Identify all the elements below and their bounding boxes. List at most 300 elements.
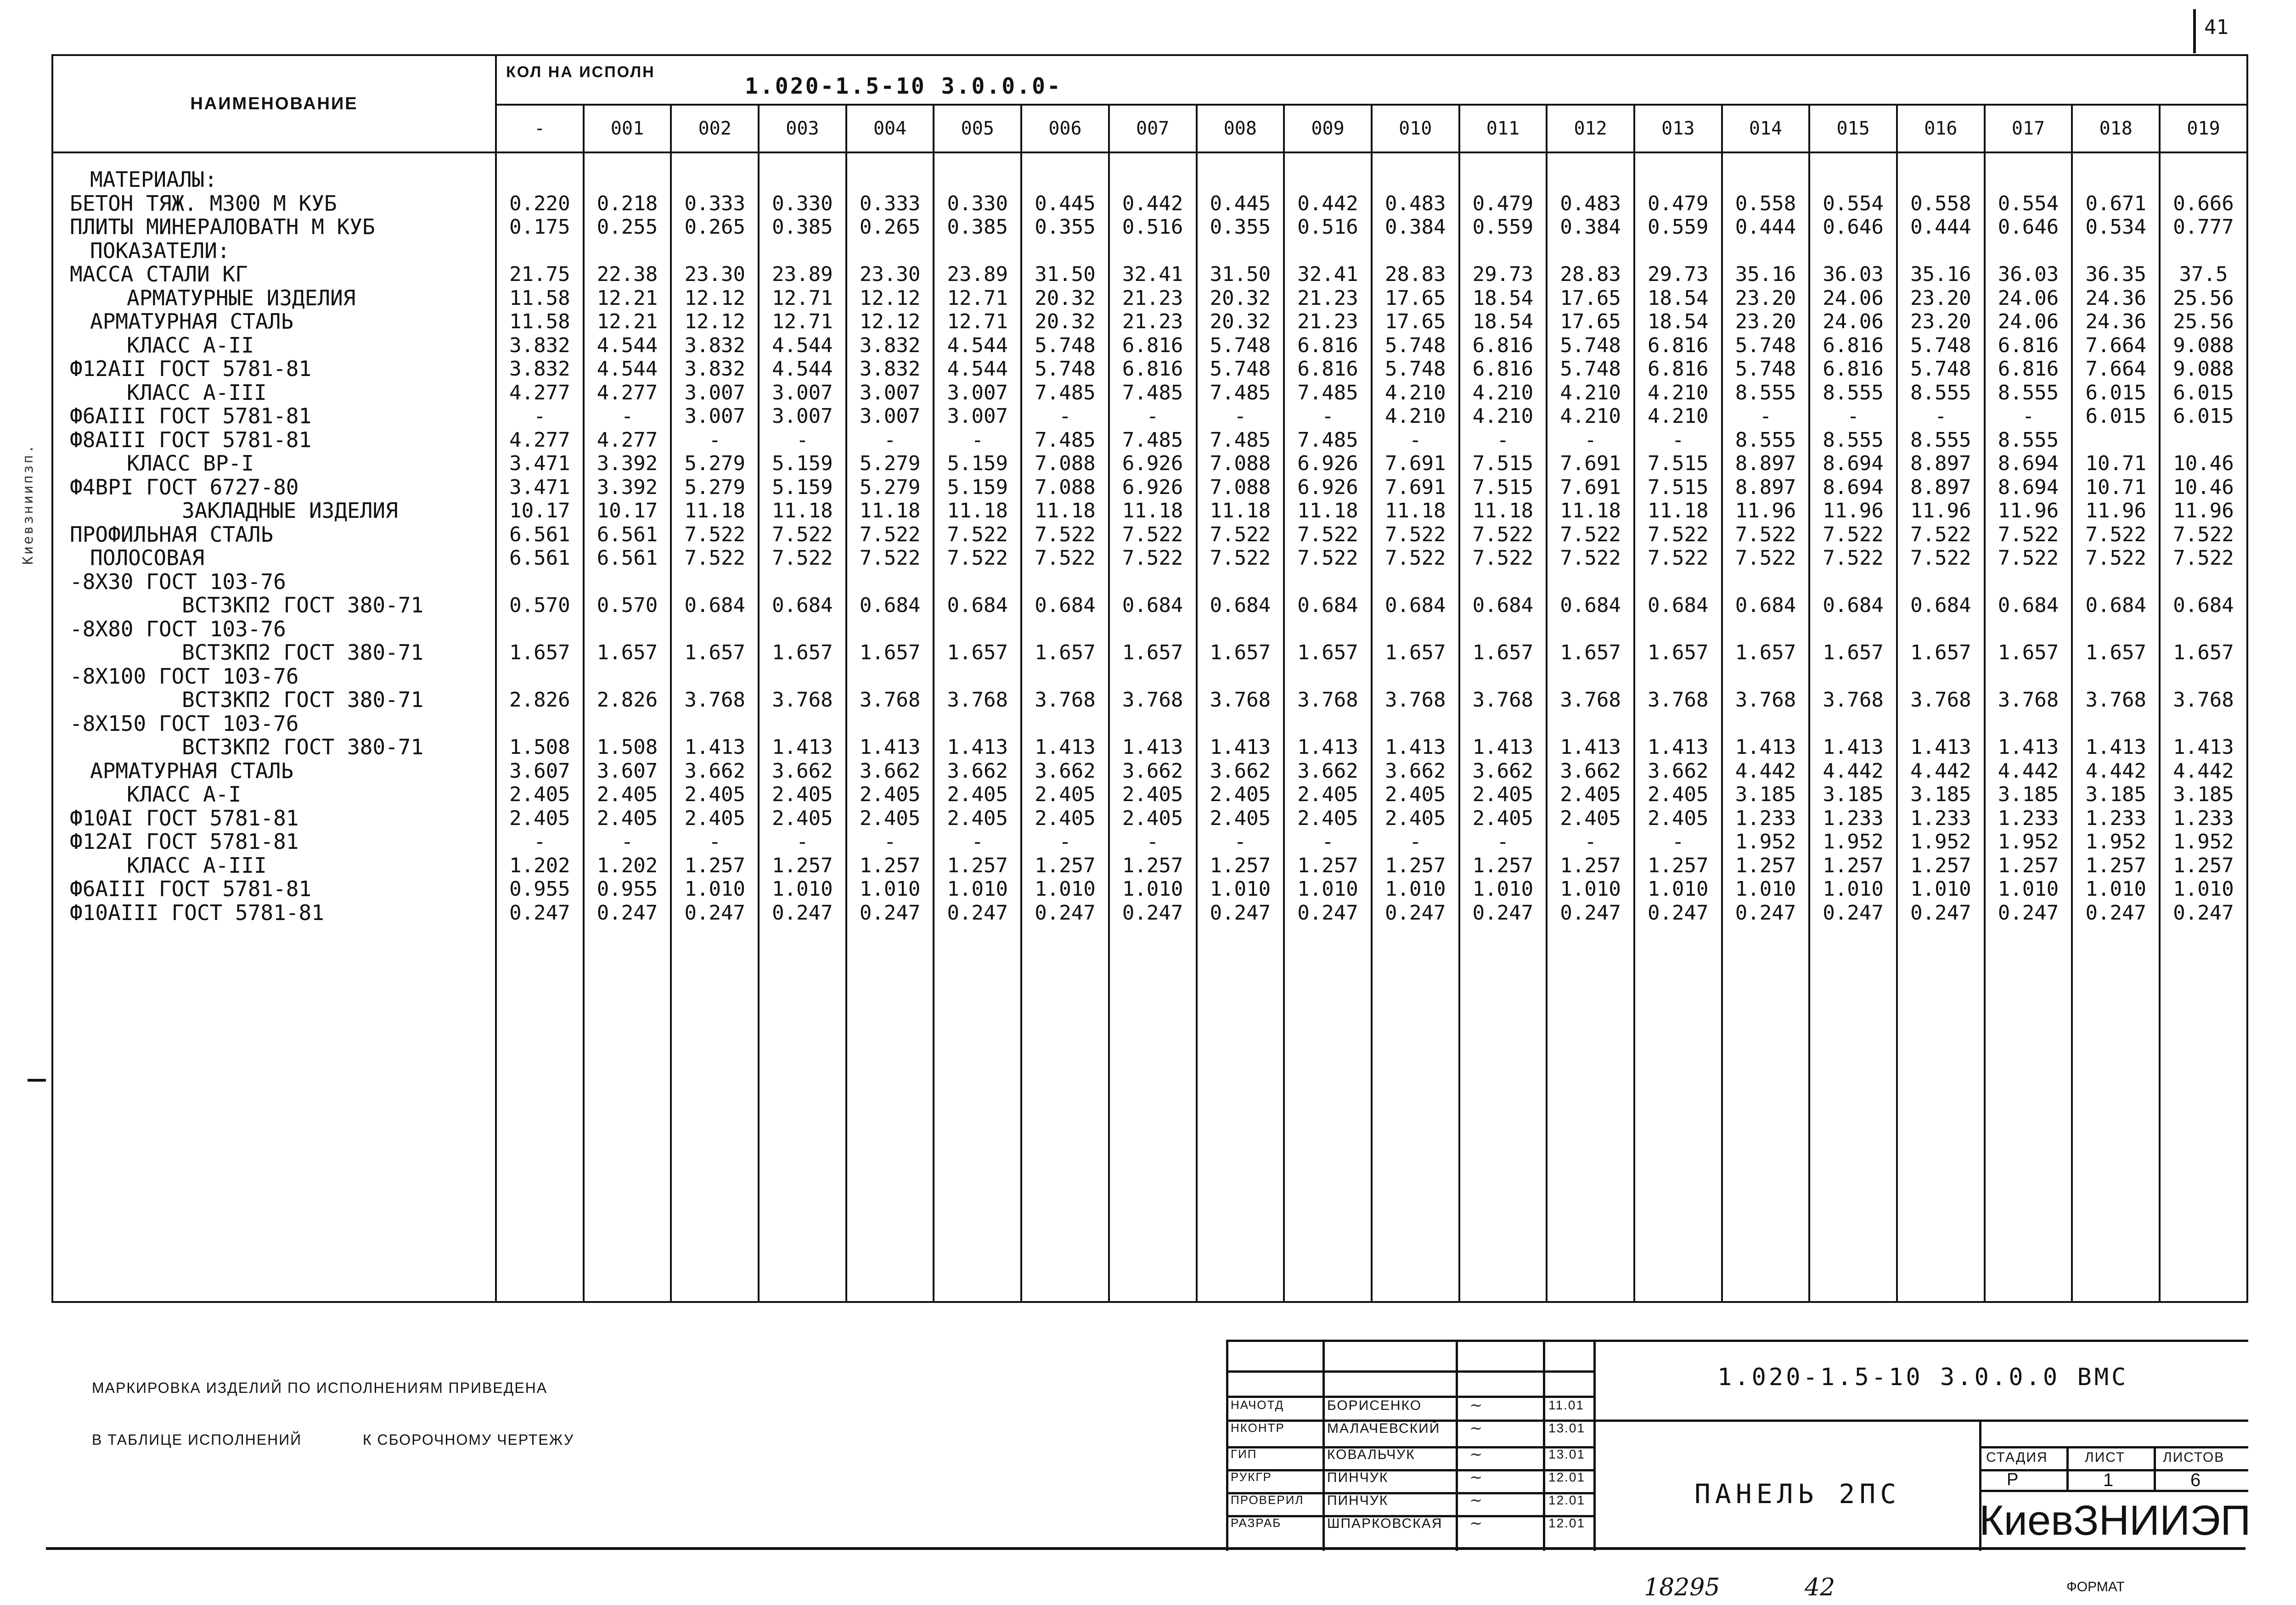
value-cell — [934, 239, 1020, 263]
note-line-1: МАРКИРОВКА ИЗДЕЛИЙ ПО ИСПОЛНЕНИЯМ ПРИВЕДЕНА — [92, 1380, 548, 1396]
value-cell — [1022, 239, 1108, 263]
value-cell: 1.010 — [1035, 877, 1096, 901]
value-cell: 7.522 — [1735, 546, 1796, 570]
value-cell: 0.247 — [1384, 901, 1446, 925]
stage-value: Р — [2007, 1470, 2020, 1489]
value-cell: 0.220 — [509, 191, 570, 215]
signer-name: ПИНЧУК — [1327, 1493, 1389, 1508]
value-cell: 8.897 — [1735, 475, 1796, 499]
value-cell: 2.405 — [947, 806, 1008, 830]
value-cell: 12.71 — [772, 310, 833, 333]
value-cell: 11.18 — [684, 499, 745, 522]
value-cell: 3.007 — [684, 381, 745, 404]
value-cell: 7.664 — [2085, 333, 2146, 357]
format-label: ФОРМАТ — [2066, 1579, 2125, 1594]
variant-header-001: 001 — [584, 105, 671, 152]
value-cell: 23.20 — [1910, 310, 1971, 333]
value-cell: 11.18 — [1035, 499, 1096, 522]
row-name: МАССА СТАЛИ КГ — [70, 263, 248, 286]
value-cell: 11.58 — [509, 286, 570, 310]
value-cell — [1110, 665, 1196, 689]
value-cell: 32.41 — [1122, 263, 1183, 286]
value-cell — [1723, 665, 1809, 689]
value-cell: 5.748 — [1910, 357, 1971, 381]
value-cell: 6.816 — [1472, 357, 1534, 381]
value-cell: 7.522 — [1035, 546, 1096, 570]
value-cell: 0.247 — [1560, 901, 1621, 925]
value-cell: 1.202 — [509, 853, 570, 877]
value-cell: 3.768 — [1998, 688, 2059, 712]
value-cell: - — [534, 830, 546, 853]
value-cell: 3.768 — [859, 688, 921, 712]
value-cell: 10.17 — [509, 499, 570, 522]
value-cell — [497, 239, 583, 263]
value-cell: 4.442 — [1735, 759, 1796, 783]
value-cell: 7.485 — [1210, 381, 1271, 404]
value-cell — [2073, 239, 2159, 263]
value-cell: 11.96 — [1998, 499, 2059, 522]
page-number: 41 — [2204, 16, 2228, 39]
value-cell: 6.561 — [597, 522, 658, 546]
value-cell: 7.522 — [1210, 546, 1271, 570]
value-cell: 0.479 — [1472, 191, 1534, 215]
value-cell — [934, 168, 1020, 192]
value-cell — [1810, 665, 1896, 689]
value-cell — [1723, 239, 1809, 263]
value-cell: 3.768 — [1823, 688, 1884, 712]
value-cell: 29.73 — [1472, 263, 1534, 286]
value-cell: 6.816 — [1297, 333, 1358, 357]
value-cell: 3.607 — [509, 759, 570, 783]
value-cell: 6.816 — [1648, 357, 1709, 381]
value-cell: 37.5 — [2179, 263, 2228, 286]
value-cell: - — [796, 830, 809, 853]
value-cell: 11.18 — [1384, 499, 1446, 522]
value-cell: 0.671 — [2085, 191, 2146, 215]
value-cell: 5.748 — [1035, 357, 1096, 381]
value-cell: 2.405 — [1122, 783, 1183, 806]
value-cell: 7.522 — [1035, 522, 1096, 546]
value-cell: 1.413 — [859, 735, 921, 759]
value-cell: 3.607 — [597, 759, 658, 783]
value-cell: 1.010 — [1472, 877, 1534, 901]
value-cell — [672, 665, 758, 689]
value-cell: 1.413 — [2085, 735, 2146, 759]
value-cell: 6.816 — [1998, 357, 2059, 381]
value-cell: 4.210 — [1384, 404, 1446, 428]
value-cell: 12.21 — [597, 286, 658, 310]
value-cell: 3.185 — [1823, 783, 1884, 806]
value-cell: 3.662 — [1384, 759, 1446, 783]
value-cell — [760, 168, 845, 192]
value-cell — [1373, 570, 1458, 594]
row-name: Ф4ВРI ГОСТ 6727-80 — [70, 475, 299, 499]
values-column-017 — [1985, 152, 2072, 1302]
value-cell: 0.247 — [1297, 901, 1358, 925]
value-cell: 3.662 — [859, 759, 921, 783]
signer-date: 12.01 — [1548, 1493, 1586, 1507]
value-cell: 3.662 — [772, 759, 833, 783]
value-cell: 2.405 — [1384, 806, 1446, 830]
value-cell — [1198, 712, 1283, 736]
value-cell: 0.247 — [1735, 901, 1796, 925]
value-cell — [1110, 168, 1196, 192]
values-column-009 — [1284, 152, 1372, 1302]
value-cell: 0.684 — [772, 594, 833, 617]
value-cell: 0.445 — [1035, 191, 1096, 215]
value-cell: 12.21 — [597, 310, 658, 333]
value-cell: 7.515 — [1472, 475, 1534, 499]
value-cell: 7.522 — [2173, 546, 2234, 570]
variant-header-015: 015 — [1809, 105, 1897, 152]
value-cell: 0.247 — [1823, 901, 1884, 925]
value-cell: 2.405 — [772, 783, 833, 806]
value-cell — [1986, 712, 2071, 736]
value-cell: 8.694 — [1823, 452, 1884, 475]
value-cell: 2.405 — [684, 783, 745, 806]
value-cell — [760, 712, 845, 736]
value-cell: 11.18 — [859, 499, 921, 522]
signature-mark: ~ — [1469, 1419, 1483, 1437]
value-cell — [497, 665, 583, 689]
values-column-003 — [759, 152, 846, 1302]
value-cell: 7.522 — [1297, 522, 1358, 546]
value-cell: 8.897 — [1910, 452, 1971, 475]
value-cell: 0.330 — [772, 191, 833, 215]
value-cell: 1.257 — [1122, 853, 1183, 877]
value-cell: 4.277 — [509, 428, 570, 452]
value-cell: 35.16 — [1910, 263, 1971, 286]
value-cell: 23.89 — [947, 263, 1008, 286]
value-cell: 1.508 — [509, 735, 570, 759]
row-name: ВСТ3КП2 ГОСТ 380-71 — [182, 594, 424, 617]
value-cell: 4.544 — [597, 333, 658, 357]
row-name: КЛАСС А-III — [127, 381, 267, 404]
value-cell: 7.485 — [1297, 381, 1358, 404]
value-cell — [760, 617, 845, 641]
value-cell: 5.159 — [772, 452, 833, 475]
value-cell: 1.657 — [947, 641, 1008, 664]
value-cell: 7.522 — [1998, 522, 2059, 546]
value-cell: 3.471 — [509, 475, 570, 499]
value-cell: 25.56 — [2173, 310, 2234, 333]
value-cell: 7.485 — [1210, 428, 1271, 452]
value-cell: - — [1497, 830, 1509, 853]
value-cell: 3.662 — [1472, 759, 1534, 783]
value-cell: 1.010 — [2173, 877, 2234, 901]
value-cell: 1.657 — [1910, 641, 1971, 664]
value-cell — [1022, 617, 1108, 641]
value-cell: 21.75 — [509, 263, 570, 286]
value-cell: 6.816 — [1823, 333, 1884, 357]
value-cell: 7.522 — [947, 546, 1008, 570]
value-cell — [1723, 617, 1809, 641]
value-cell: - — [971, 830, 984, 853]
value-cell: 1.233 — [1998, 806, 2059, 830]
value-cell: 3.185 — [1735, 783, 1796, 806]
value-cell: 7.522 — [1472, 522, 1534, 546]
variant-header-018: 018 — [2072, 105, 2160, 152]
value-cell: 4.277 — [597, 428, 658, 452]
value-cell: 7.522 — [2173, 522, 2234, 546]
value-cell: 3.007 — [947, 381, 1008, 404]
value-cell — [847, 239, 933, 263]
margin-mark — [28, 1079, 46, 1082]
value-cell: 1.413 — [1472, 735, 1534, 759]
value-cell: 2.405 — [772, 806, 833, 830]
value-cell — [1198, 570, 1283, 594]
value-cell — [934, 617, 1020, 641]
row-name: -8Х80 ГОСТ 103-76 — [70, 617, 286, 641]
variant-header-008: 008 — [1197, 105, 1284, 152]
value-cell: 20.32 — [1210, 310, 1271, 333]
value-cell: 7.522 — [1823, 522, 1884, 546]
value-cell: 3.392 — [597, 475, 658, 499]
values-column-001 — [584, 152, 671, 1302]
value-cell: 5.748 — [1735, 333, 1796, 357]
value-cell: - — [796, 428, 809, 452]
value-cell — [2073, 428, 2159, 452]
value-cell: 0.684 — [1297, 594, 1358, 617]
value-cell — [1635, 239, 1721, 263]
row-name: ПОЛОСОВАЯ — [90, 546, 205, 570]
value-cell: 12.12 — [859, 286, 921, 310]
value-cell: 5.279 — [859, 452, 921, 475]
value-cell: 35.16 — [1735, 263, 1796, 286]
value-cell — [497, 168, 583, 192]
value-cell: 7.515 — [1648, 452, 1709, 475]
value-cell: 2.405 — [509, 806, 570, 830]
value-cell — [585, 239, 670, 263]
value-cell: 3.185 — [2173, 783, 2234, 806]
value-cell — [2161, 665, 2246, 689]
document-code: 1.020-1.5-10 3.0.0.0 ВМС — [1717, 1364, 2129, 1391]
value-cell: 7.522 — [1472, 546, 1534, 570]
value-cell: 7.088 — [1035, 475, 1096, 499]
value-cell: 20.32 — [1210, 286, 1271, 310]
value-cell: 1.657 — [1998, 641, 2059, 664]
value-cell: 0.175 — [509, 215, 570, 239]
value-cell — [2073, 617, 2159, 641]
value-cell: 7.485 — [1035, 428, 1096, 452]
value-cell: 3.832 — [859, 357, 921, 381]
value-cell — [672, 617, 758, 641]
value-cell: 3.768 — [1210, 688, 1271, 712]
value-cell: - — [971, 428, 984, 452]
value-cell: 3.185 — [1998, 783, 2059, 806]
value-cell: 6.816 — [1998, 333, 2059, 357]
value-cell — [1285, 712, 1371, 736]
series-code: 1.020-1.5-10 3.0.0.0- — [745, 73, 1062, 99]
value-cell — [1022, 168, 1108, 192]
variant-header-base: - — [496, 105, 584, 152]
value-cell: 1.657 — [597, 641, 658, 664]
value-cell — [760, 239, 845, 263]
row-name: -8Х150 ГОСТ 103-76 — [70, 712, 299, 735]
value-cell: 23.30 — [859, 263, 921, 286]
signer-date: 12.01 — [1548, 1470, 1586, 1484]
value-cell: 11.18 — [772, 499, 833, 522]
value-cell: 3.392 — [597, 452, 658, 475]
sheet-label: ЛИСТ — [2085, 1450, 2126, 1465]
value-cell: 7.522 — [1122, 522, 1183, 546]
value-cell — [1898, 570, 1984, 594]
value-cell — [847, 665, 933, 689]
value-cell: 3.768 — [1648, 688, 1709, 712]
value-cell — [1373, 712, 1458, 736]
value-cell: 0.442 — [1122, 191, 1183, 215]
value-cell: - — [621, 404, 634, 428]
value-cell: 4.210 — [1648, 381, 1709, 404]
note-line-2b: К СБОРОЧНОМУ ЧЕРТЕЖУ — [363, 1431, 574, 1448]
value-cell: - — [1935, 404, 1947, 428]
value-cell: 4.544 — [772, 357, 833, 381]
value-cell — [1460, 570, 1546, 594]
row-name: -8Х30 ГОСТ 103-76 — [70, 570, 286, 594]
value-cell: 0.684 — [1998, 594, 2059, 617]
value-cell: 1.010 — [772, 877, 833, 901]
value-cell: 1.413 — [1560, 735, 1621, 759]
value-cell: 5.748 — [1910, 333, 1971, 357]
value-cell: 0.684 — [2173, 594, 2234, 617]
value-cell: 1.413 — [1035, 735, 1096, 759]
value-cell: 0.247 — [1472, 901, 1534, 925]
value-cell: 0.442 — [1297, 191, 1358, 215]
value-cell: 1.413 — [2173, 735, 2234, 759]
value-cell: 24.06 — [1823, 286, 1884, 310]
value-cell: 2.826 — [597, 688, 658, 712]
variant-header-004: 004 — [846, 105, 934, 152]
value-cell: 1.257 — [1210, 853, 1271, 877]
value-cell: 0.684 — [1472, 594, 1534, 617]
value-cell: 0.247 — [772, 901, 833, 925]
value-cell — [1635, 617, 1721, 641]
value-cell — [847, 168, 933, 192]
value-cell: 5.748 — [1210, 333, 1271, 357]
value-cell: 1.952 — [1910, 830, 1971, 853]
value-cell: 1.657 — [772, 641, 833, 664]
value-cell: 1.657 — [1384, 641, 1446, 664]
value-cell: 0.684 — [1560, 594, 1621, 617]
value-cell: 0.445 — [1210, 191, 1271, 215]
signer-role: ПРОВЕРИЛ — [1231, 1493, 1304, 1507]
value-cell: 3.007 — [859, 381, 921, 404]
value-cell: - — [1759, 404, 1772, 428]
value-cell: 4.210 — [1472, 404, 1534, 428]
value-cell: 29.73 — [1648, 263, 1709, 286]
value-cell: 4.442 — [1823, 759, 1884, 783]
value-cell: 6.561 — [597, 546, 658, 570]
value-cell: 4.442 — [1910, 759, 1971, 783]
value-cell: 1.202 — [597, 853, 658, 877]
row-name: АРМАТУРНАЯ СТАЛЬ — [90, 759, 294, 783]
signature-mark: ~ — [1469, 1396, 1483, 1414]
value-cell: 7.522 — [1823, 546, 1884, 570]
footer-page: 42 — [1805, 1574, 1835, 1601]
value-cell: 1.413 — [1735, 735, 1796, 759]
value-cell: 1.413 — [1998, 735, 2059, 759]
value-cell: - — [1584, 830, 1597, 853]
value-cell: 28.83 — [1384, 263, 1446, 286]
value-cell: - — [1584, 428, 1597, 452]
value-cell: 21.23 — [1297, 310, 1358, 333]
value-cell: 3.662 — [1035, 759, 1096, 783]
variant-header-016: 016 — [1897, 105, 1985, 152]
value-cell — [1810, 239, 1896, 263]
value-cell — [672, 168, 758, 192]
value-cell: 0.247 — [509, 901, 570, 925]
values-column-008 — [1197, 152, 1284, 1302]
value-cell — [2073, 168, 2159, 192]
signer-role: ГИП — [1231, 1447, 1257, 1461]
value-cell — [1548, 712, 1633, 736]
signer-role: НКОНТР — [1231, 1421, 1285, 1435]
value-cell: 6.015 — [2085, 404, 2146, 428]
value-cell: 3.832 — [684, 357, 745, 381]
value-cell: 12.12 — [684, 310, 745, 333]
variant-header-011: 011 — [1459, 105, 1547, 152]
value-cell: 1.257 — [684, 853, 745, 877]
value-cell: 7.522 — [772, 546, 833, 570]
value-cell — [847, 712, 933, 736]
value-cell: 6.926 — [1297, 475, 1358, 499]
value-cell: 1.413 — [684, 735, 745, 759]
value-cell: 7.522 — [1560, 546, 1621, 570]
value-cell: 0.479 — [1648, 191, 1709, 215]
value-cell: 18.54 — [1648, 310, 1709, 333]
signer-role: НАЧОТД — [1231, 1398, 1284, 1412]
value-cell: 5.748 — [1210, 357, 1271, 381]
value-cell: 8.555 — [1735, 428, 1796, 452]
value-cell: 6.926 — [1297, 452, 1358, 475]
value-cell — [585, 665, 670, 689]
value-cell: 7.088 — [1210, 452, 1271, 475]
values-column-019 — [2160, 152, 2247, 1302]
signer-date: 13.01 — [1548, 1447, 1586, 1461]
value-cell — [2161, 617, 2246, 641]
archive-number: 18295 — [1644, 1574, 1720, 1601]
value-cell: 4.544 — [947, 333, 1008, 357]
value-cell: 18.54 — [1472, 310, 1534, 333]
value-cell: 7.522 — [1297, 546, 1358, 570]
variant-header-002: 002 — [671, 105, 759, 152]
row-name: ВСТ3КП2 ГОСТ 380-71 — [182, 688, 424, 712]
sheets-label: ЛИСТОВ — [2163, 1450, 2225, 1465]
value-cell: 8.694 — [1998, 452, 2059, 475]
value-cell — [1110, 239, 1196, 263]
value-cell: 6.816 — [1823, 357, 1884, 381]
value-cell — [934, 665, 1020, 689]
value-cell: 0.684 — [1823, 594, 1884, 617]
value-cell: 10.71 — [2085, 452, 2146, 475]
variant-header-009: 009 — [1284, 105, 1372, 152]
value-cell: 7.515 — [1472, 452, 1534, 475]
value-cell: 7.522 — [1648, 522, 1709, 546]
value-cell — [1460, 665, 1546, 689]
value-cell: 1.257 — [1910, 853, 1971, 877]
value-cell: - — [709, 830, 721, 853]
value-cell: 0.554 — [1823, 191, 1884, 215]
value-cell — [2161, 239, 2246, 263]
value-cell: 1.413 — [1823, 735, 1884, 759]
value-cell: 5.159 — [947, 475, 1008, 499]
row-name: Ф6АIII ГОСТ 5781-81 — [70, 404, 312, 428]
value-cell: 1.257 — [772, 853, 833, 877]
value-cell: 0.570 — [597, 594, 658, 617]
value-cell — [1986, 665, 2071, 689]
value-cell: 0.516 — [1122, 215, 1183, 239]
value-cell: 3.662 — [1560, 759, 1621, 783]
